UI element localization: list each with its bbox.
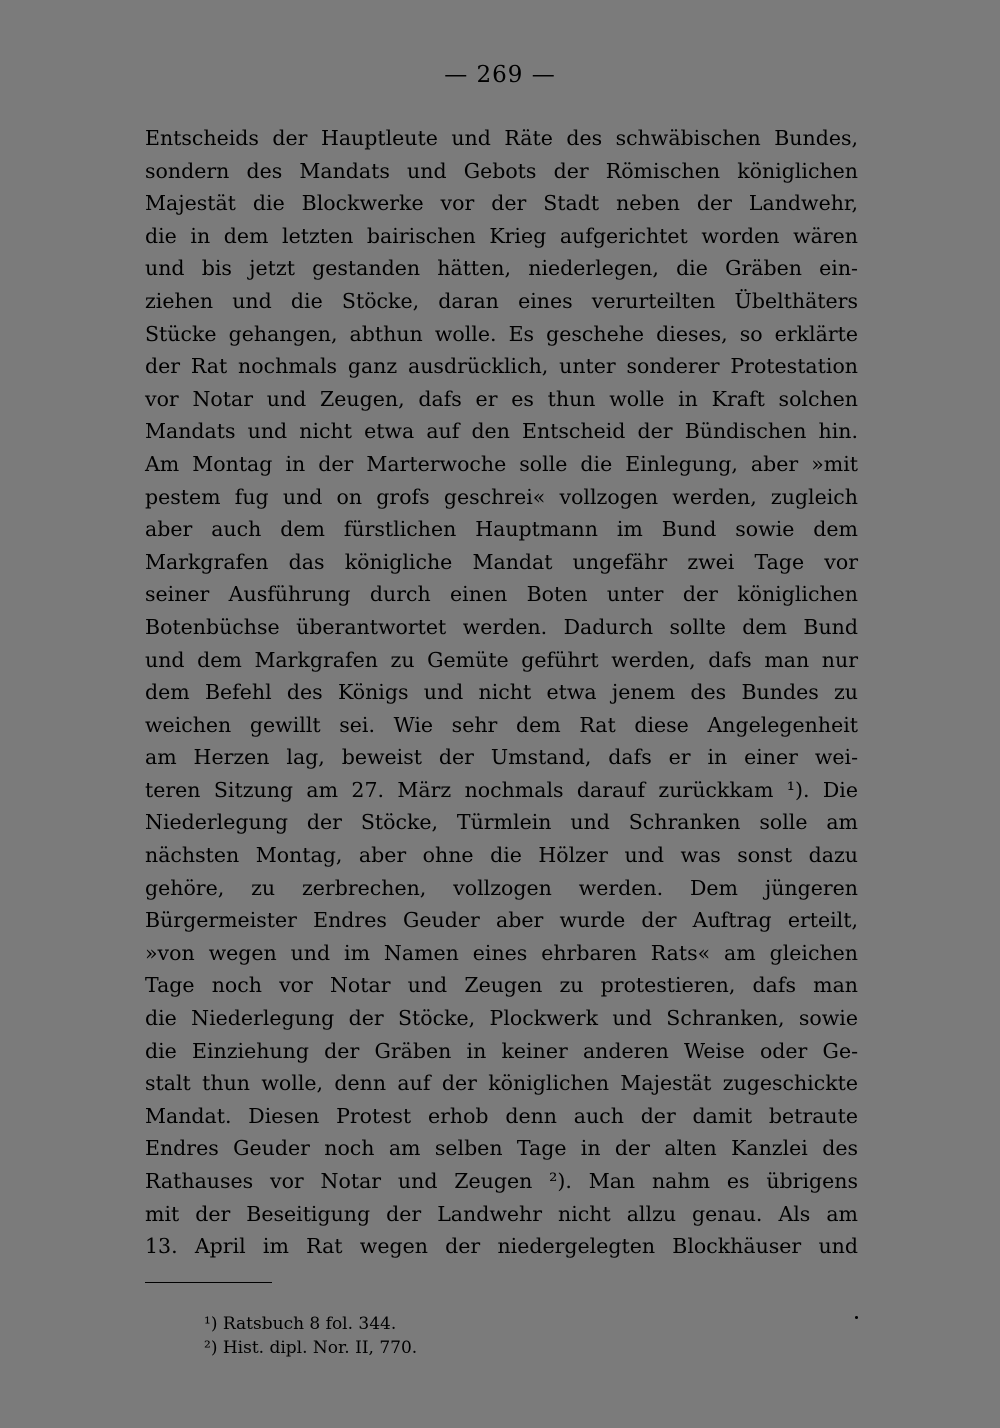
text-line: Niederlegung der Stöcke, Türmlein und Schranken solle am (145, 810, 858, 835)
text-line: Am Montag in der Marterwoche solle die Einlegung, aber »mit (145, 451, 858, 476)
text-line: stalt thun wolle, denn auf der königlichen Majestät zugeschickte (145, 1071, 858, 1096)
text-line: teren Sitzung am 27. März nochmals darauf zurückkam ¹). Die (145, 777, 858, 802)
text-line: Majestät die Blockwerke vor der Stadt neben der Landwehr, (145, 191, 858, 216)
text-line: die Einziehung der Gräben in keiner anderen Weise oder Ge- (145, 1038, 858, 1063)
page-number: — 269 — (444, 62, 556, 88)
text-line: Rathauses vor Notar und Zeugen ²). Man nahm es übrigens (145, 1169, 858, 1193)
footnote-divider (145, 1282, 272, 1283)
text-line: pestem fug und on grofs geschrei« vollzogen werden, zugleich (145, 484, 858, 509)
footnotes (204, 1312, 417, 1360)
text-line: Botenbüchse überantwortet werden. Dadurch sollte dem Bund (145, 614, 858, 639)
footnote: ²) Hist. dipl. Nor. II, 770. (204, 1338, 418, 1358)
text-line: sondern des Mandats und Gebots der Römischen königlichen (145, 158, 858, 183)
text-line: »von wegen und im Namen eines ehrbaren Rats« am gleichen (145, 940, 858, 965)
text-line: aber auch dem fürstlichen Hauptmann im Bund sowie dem (145, 517, 858, 542)
text-line: 13. April im Rat wegen der niedergelegten Blockhäuser und (145, 1234, 858, 1259)
text-line: dem Befehl des Königs und nicht etwa jenem des Bundes zu (145, 680, 858, 705)
text-line: Markgrafen das königliche Mandat ungefähr zwei Tage vor (145, 549, 858, 574)
text-line: und bis jetzt gestanden hätten, niederlegen, die Gräben ein- (145, 256, 858, 281)
text-line: Mandat. Diesen Protest erhob denn auch der damit betraute (145, 1103, 858, 1128)
text-line: gehöre, zu zerbrechen, vollzogen werden. Dem jüngeren (145, 875, 858, 900)
text-line: Bürgermeister Endres Geuder aber wurde der Auftrag erteilt, (145, 908, 858, 933)
text-line: Endres Geuder noch am selben Tage in der alten Kanzlei des (145, 1136, 858, 1161)
text-line: Stücke gehangen, abthun wolle. Es geschehe dieses, so erklärte (145, 321, 858, 346)
text-line: die Niederlegung der Stöcke, Plockwerk und Schranken, sowie (145, 1006, 858, 1031)
text-line: nächsten Montag, aber ohne die Hölzer und was sonst dazu (145, 843, 858, 868)
footnote: ¹) Ratsbuch 8 fol. 344. (204, 1314, 397, 1334)
speck-mark (855, 1316, 858, 1319)
body-text (145, 122, 858, 1263)
text-line: Mandats und nicht etwa auf den Entscheid der Bündischen hin. (145, 419, 858, 444)
text-line: ziehen und die Stöcke, daran eines verurteilten Übelthäters (145, 288, 858, 313)
text-line: am Herzen lag, beweist der Umstand, dafs er in einer wei- (145, 745, 858, 770)
text-line: mit der Beseitigung der Landwehr nicht allzu genau. Als am (145, 1201, 858, 1226)
text-line: seiner Ausführung durch einen Boten unter der königlichen (145, 582, 858, 607)
text-line: und dem Markgrafen zu Gemüte geführt werden, dafs man nur (145, 647, 858, 672)
text-line: weichen gewillt sei. Wie sehr dem Rat diese Angelegenheit (145, 712, 858, 737)
text-line: vor Notar und Zeugen, dafs er es thun wolle in Kraft solchen (145, 386, 858, 411)
text-line: die in dem letzten bairischen Krieg aufgerichtet worden wären (145, 223, 858, 248)
text-line: Entscheids der Hauptleute und Räte des schwäbischen Bundes, (145, 126, 858, 150)
text-line: Tage noch vor Notar und Zeugen zu protestieren, dafs man (145, 973, 858, 998)
text-line: der Rat nochmals ganz ausdrücklich, unter sonderer Protestation (145, 354, 858, 379)
